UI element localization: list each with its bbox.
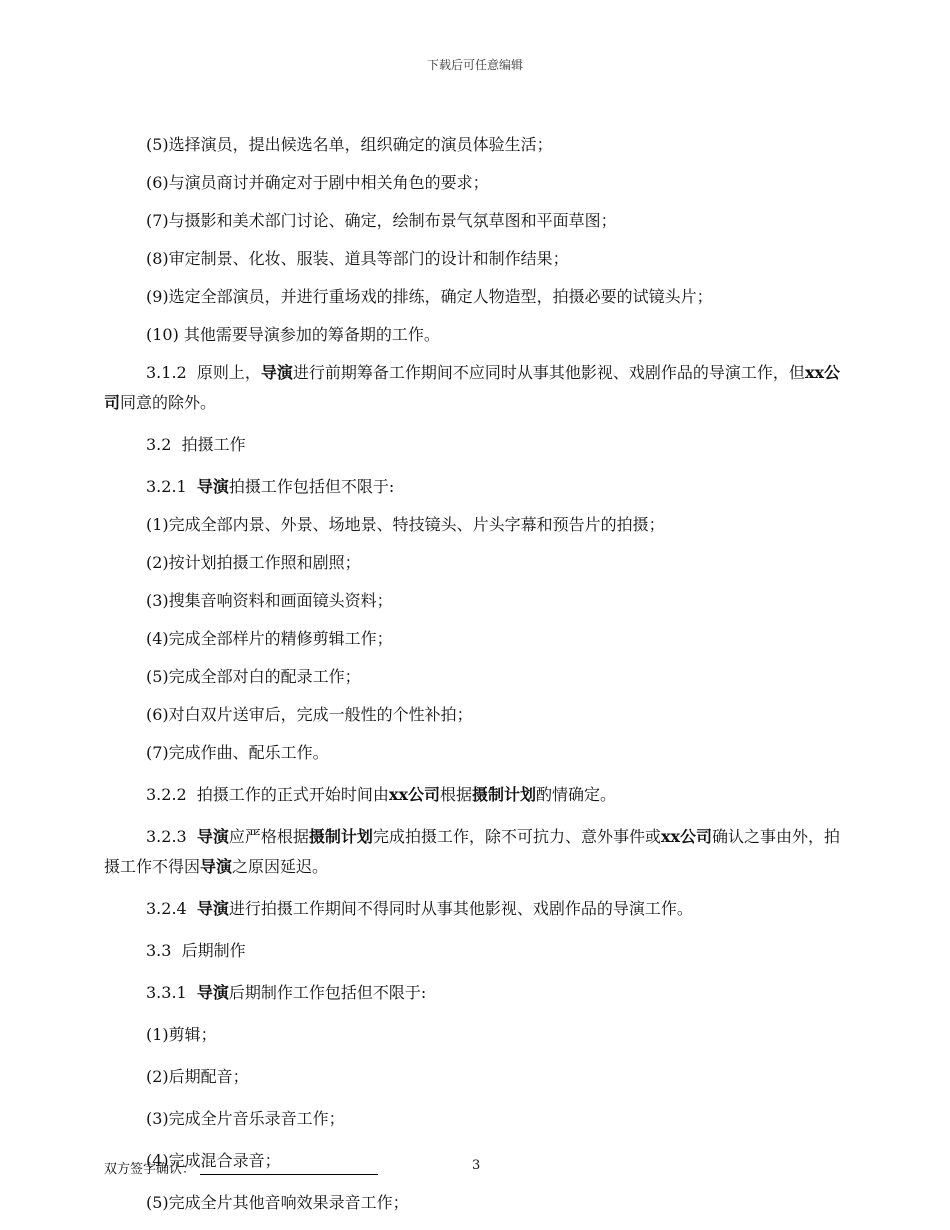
- clause-3-2-4: 3.2.4 导演进行拍摄工作期间不得同时从事其他影视、戏剧作品的导演工作。: [146, 899, 693, 918]
- clause-3-2-3: 3.2.3 导演应严格根据摄制计划完成拍摄工作，除不可抗力、意外事件或xx公司确认之事由外，拍摄工作不得因导演之原因延迟。: [104, 827, 841, 876]
- list-item: (6)对白双片送审后，完成一般性的个性补拍；: [146, 705, 473, 724]
- clause-3-2-2: 3.2.2 拍摄工作的正式开始时间由xx公司根据摄制计划酌情确定。: [146, 785, 617, 804]
- page-number: 3: [472, 1158, 481, 1173]
- clause-3-2-1: 3.2.1 导演拍摄工作包括但不限于:: [146, 477, 395, 496]
- list-item: (1)完成全部内景、外景、场地景、特技镜头、片头字幕和预告片的拍摄；: [146, 515, 665, 534]
- list-item: (5)选择演员，提出候选名单，组织确定的演员体验生活；: [146, 135, 553, 154]
- document-body: [104, 130, 854, 1218]
- section-heading-3-2: 3.2 拍摄工作: [146, 435, 246, 454]
- list-item: (8)审定制景、化妆、服装、道具等部门的设计和制作结果；: [146, 249, 569, 268]
- clause-3-3-1: 3.3.1 导演后期制作工作包括但不限于:: [146, 983, 427, 1002]
- list-item: (9)选定全部演员，并进行重场戏的排练，确定人物造型，拍摄必要的试镜头片；: [146, 287, 713, 306]
- list-item: (7)完成作曲、配乐工作。: [146, 743, 329, 762]
- signature-label: 双方签字确认：: [104, 1162, 196, 1177]
- list-item: (3)完成全片音乐录音工作；: [146, 1109, 345, 1128]
- clause-3-1-2: 3.1.2 原则上，导演进行前期筹备工作期间不应同时从事其他影视、戏剧作品的导演工作，但xx公司同意的除外。: [104, 363, 841, 412]
- list-item: (6)与演员商讨并确定对于剧中相关角色的要求；: [146, 173, 489, 192]
- page-header: 下载后可任意编辑: [426, 58, 523, 72]
- list-item: (5)完成全部对白的配录工作；: [146, 667, 361, 686]
- list-item: (10) 其他需要导演参加的筹备期的工作。: [146, 325, 440, 344]
- list-item: (4)完成混合录音；: [146, 1151, 281, 1170]
- list-item: (1)剪辑；: [146, 1025, 217, 1044]
- section-heading-3-3: 3.3 后期制作: [146, 941, 246, 960]
- list-item: (5)完成全片其他音响效果录音工作；: [146, 1193, 409, 1212]
- list-item: (3)搜集音响资料和画面镜头资料；: [146, 591, 393, 610]
- list-item: (2)后期配音；: [146, 1067, 249, 1086]
- list-item: (7)与摄影和美术部门讨论、确定，绘制布景气氛草图和平面草图；: [146, 211, 617, 230]
- list-item: (2)按计划拍摄工作照和剧照；: [146, 553, 361, 572]
- signature-line: [200, 1174, 378, 1175]
- list-item: (4)完成全部样片的精修剪辑工作；: [146, 629, 393, 648]
